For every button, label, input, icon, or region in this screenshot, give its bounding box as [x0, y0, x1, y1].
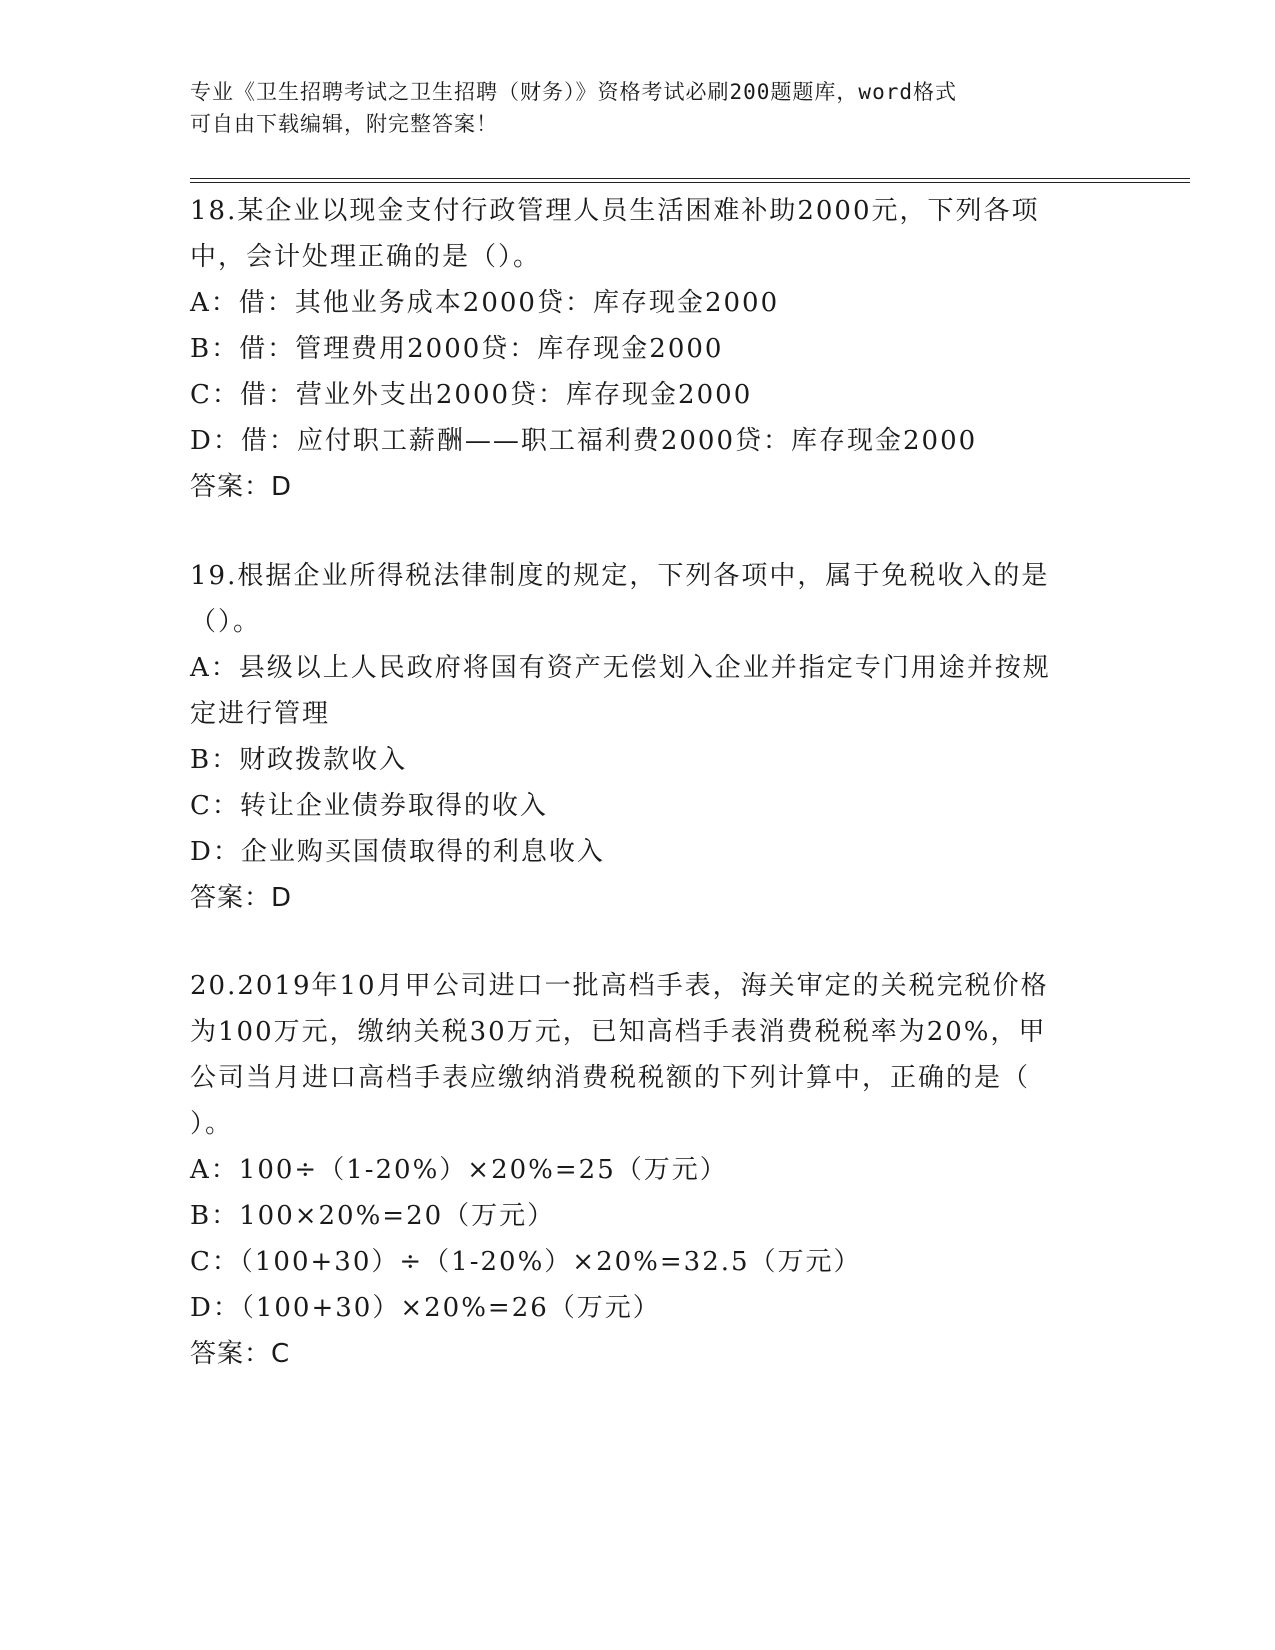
option-c: C：转让企业债券取得的收入 — [190, 791, 548, 821]
answer-label: 答案：D — [190, 472, 293, 502]
question-text — [190, 963, 1090, 1147]
option-c: C：（100+30）÷（1-20%）×20%=32.5（万元） — [190, 1247, 862, 1277]
question-18 — [190, 188, 1090, 510]
option-a: A：借：其他业务成本2000贷：库存现金2000 — [190, 288, 780, 318]
header-divider-bottom — [190, 182, 1190, 183]
option-d: D：（100+30）×20%=26（万元） — [190, 1293, 661, 1323]
question-20 — [190, 963, 1090, 1377]
option-a: A：100÷（1-20%）×20%=25（万元） — [190, 1155, 728, 1185]
option-b: B：借：管理费用2000贷：库存现金2000 — [190, 334, 724, 364]
answer-label: 答案：D — [190, 883, 293, 913]
header-line-2: 可自由下载编辑，附完整答案！ — [190, 112, 498, 136]
option-d: D：企业购买国债取得的利息收入 — [190, 837, 605, 867]
question-text-line: 中，会计处理正确的是（）。 — [190, 242, 542, 272]
question-text-line: （）。 — [190, 607, 262, 637]
question-text-line: 公司当月进口高档手表应缴纳消费税税额的下列计算中，正确的是（ — [190, 1063, 1031, 1093]
option-d: D：借：应付职工薪酬——职工福利费2000贷：库存现金2000 — [190, 426, 978, 456]
question-text-line: 18.某企业以现金支付行政管理人员生活困难补助2000元，下列各项 — [190, 196, 1040, 226]
question-text-line: 20.2019年10月甲公司进口一批高档手表，海关审定的关税完税价格 — [190, 971, 1049, 1001]
option-c: C：借：营业外支出2000贷：库存现金2000 — [190, 380, 753, 410]
question-text-line: 为100万元，缴纳关税30万元，已知高档手表消费税税率为20%，甲 — [190, 1017, 1047, 1047]
answer-label: 答案：C — [190, 1339, 291, 1369]
question-19 — [190, 553, 1090, 921]
header-divider-top — [190, 178, 1190, 179]
question-text-line: 19.根据企业所得税法律制度的规定，下列各项中，属于免税收入的是 — [190, 561, 1050, 591]
option-a: A：县级以上人民政府将国有资产无偿划入企业并指定专门用途并按规 — [190, 653, 1051, 683]
question-text — [190, 188, 1090, 280]
header-line-1: 专业《卫生招聘考试之卫生招聘（财务）》资格考试必刷200题题库，word格式 — [190, 80, 957, 104]
option-a-continued: 定进行管理 — [190, 699, 331, 729]
option-b: B：财政拨款收入 — [190, 745, 408, 775]
question-text-line: ）。 — [190, 1109, 234, 1139]
question-text — [190, 553, 1090, 645]
document-header — [190, 76, 1090, 140]
option-b: B：100×20%=20（万元） — [190, 1201, 556, 1231]
